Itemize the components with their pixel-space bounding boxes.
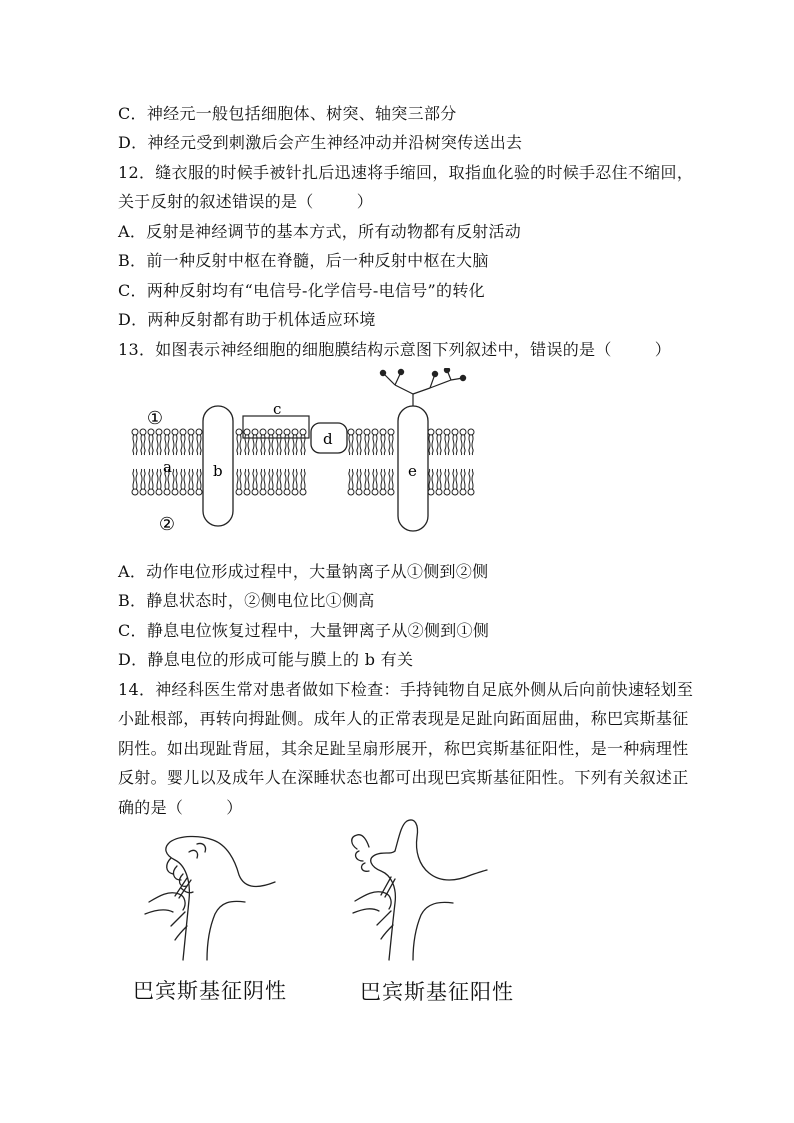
lipid-head: [140, 429, 146, 435]
lipid-tail: [429, 435, 433, 455]
lipid-tail: [389, 435, 393, 455]
lipid-head: [468, 429, 474, 435]
lipid-tail: [437, 435, 441, 455]
q12-option-a: A．反射是神经调节的基本方式，所有动物都有反射活动: [118, 222, 522, 241]
lipid-head: [372, 489, 378, 495]
q13-option-c: C．静息电位恢复过程中，大量钾离子从②侧到①侧: [118, 621, 490, 640]
lipid-tail: [293, 469, 297, 489]
q13-option-a: A．动作电位形成过程中，大量钠离子从①侧到②侧: [118, 562, 489, 581]
lipid-tail: [165, 435, 169, 455]
lipid-head: [268, 429, 274, 435]
lipid-head: [156, 489, 162, 495]
lipid-head: [188, 429, 194, 435]
lipid-head: [428, 489, 434, 495]
q12-option-b: B．前一种反射中枢在脊髓，后一种反射中枢在大脑: [118, 251, 489, 270]
caption-babinski-positive: 巴宾斯基征阳性: [360, 980, 514, 1004]
q11-option-d: D．神经元受到刺激后会产生神经冲动并沿树突传送出去: [118, 133, 523, 152]
lipid-tail: [149, 435, 153, 455]
lipid-head: [276, 489, 282, 495]
label-e: e: [408, 462, 417, 480]
q12-option-d: D．两种反射都有助于机体适应环境: [118, 310, 376, 329]
lipid-tail: [453, 469, 457, 489]
lipid-head: [292, 429, 298, 435]
lipid-head: [284, 429, 290, 435]
q14-line3: 阴性。如出现趾背屈，其余足趾呈扇形展开，称巴宾斯基征阳性，是一种病理性: [118, 739, 689, 758]
lipid-head: [260, 429, 266, 435]
lipid-tail: [269, 469, 273, 489]
label-c: c: [273, 400, 282, 418]
lipid-head: [452, 429, 458, 435]
lipid-tail: [461, 469, 465, 489]
lipid-tail: [429, 469, 433, 489]
lipid-tail: [445, 435, 449, 455]
lipid-tail: [181, 435, 185, 455]
lipid-tail: [253, 469, 257, 489]
lipid-tail: [349, 469, 353, 489]
lipid-head: [444, 489, 450, 495]
lipid-head: [436, 429, 442, 435]
lipid-tail: [189, 435, 193, 455]
lipid-tail: [141, 469, 145, 489]
lipid-tail: [365, 435, 369, 455]
lipid-head: [148, 489, 154, 495]
lipid-head: [356, 489, 362, 495]
lipid-head: [244, 489, 250, 495]
lipid-tail: [381, 435, 385, 455]
q13-option-b: B．静息状态时，②侧电位比①侧高: [118, 591, 375, 610]
lipid-head: [196, 489, 202, 495]
lipid-tail: [157, 469, 161, 489]
lipid-tail: [301, 469, 305, 489]
lipid-tail: [365, 469, 369, 489]
lipid-head: [380, 489, 386, 495]
label-d: d: [323, 430, 333, 448]
lipid-tail: [261, 469, 265, 489]
q14-line1: 14．神经科医生常对患者做如下检查：手持钝物自足底外侧从后向前快速轻划至: [118, 680, 694, 699]
lipid-head: [300, 489, 306, 495]
lipid-tail: [173, 435, 177, 455]
q13-stem: 13．如图表示神经细胞的细胞膜结构示意图下列叙述中，错误的是（ ）: [118, 340, 672, 359]
lipid-head: [172, 429, 178, 435]
lipid-tail: [237, 435, 241, 455]
lipid-head: [356, 429, 362, 435]
label-a: a: [163, 458, 172, 476]
lipid-head: [452, 489, 458, 495]
lipid-tail: [157, 435, 161, 455]
caption-babinski-negative: 巴宾斯基征阴性: [133, 979, 287, 1003]
glycan-chain: [380, 368, 465, 406]
lipid-head: [236, 429, 242, 435]
q12-stem-line2: 关于反射的叙述错误的是（ ）: [118, 192, 373, 211]
lipid-head: [284, 489, 290, 495]
lipid-head: [388, 429, 394, 435]
lipid-head: [348, 429, 354, 435]
lipid-tail: [469, 435, 473, 455]
side-1-label: ①: [146, 408, 164, 429]
q14-line5: 确的是（ ）: [118, 798, 243, 817]
q11-option-c: C．神经元一般包括细胞体、树突、轴突三部分: [118, 104, 457, 123]
lipid-tail: [237, 469, 241, 489]
lipid-tail: [373, 469, 377, 489]
lipid-head: [364, 429, 370, 435]
lipid-head: [196, 429, 202, 435]
lipid-tail: [349, 435, 353, 455]
lipid-tail: [197, 469, 201, 489]
lipid-head: [164, 429, 170, 435]
q12-stem-line1: 12．缝衣服的时候手被针扎后迅速将手缩回，取指血化验的时候手忍住不缩回，: [118, 163, 694, 182]
lipid-tail: [445, 469, 449, 489]
lipid-tail: [373, 435, 377, 455]
lipid-tail: [357, 435, 361, 455]
lipid-head: [252, 429, 258, 435]
lipid-tail: [189, 469, 193, 489]
lipid-head: [172, 489, 178, 495]
lipid-head: [292, 489, 298, 495]
lipid-head: [140, 489, 146, 495]
lipid-head: [260, 489, 266, 495]
lipid-tail: [285, 469, 289, 489]
lipid-head: [300, 429, 306, 435]
lipid-head: [236, 489, 242, 495]
lipid-tail: [469, 469, 473, 489]
lipid-head: [132, 489, 138, 495]
lipid-head: [372, 429, 378, 435]
lipid-head: [148, 429, 154, 435]
lipid-tail: [357, 469, 361, 489]
lipid-tail: [389, 469, 393, 489]
foot-positive-illustration: [345, 815, 495, 965]
lipid-tail: [197, 435, 201, 455]
lipid-head: [132, 429, 138, 435]
lipid-head: [444, 429, 450, 435]
lipid-tail: [133, 469, 137, 489]
lipid-head: [244, 429, 250, 435]
foot-negative-illustration: [135, 830, 285, 965]
lipid-head: [276, 429, 282, 435]
lipid-tail: [149, 469, 153, 489]
lipid-head: [468, 489, 474, 495]
q14-line2: 小趾根部，再转向拇趾侧。成年人的正常表现是足趾向跖面屈曲，称巴宾斯基征: [118, 709, 689, 728]
lipid-tail: [245, 469, 249, 489]
lipid-tail: [181, 469, 185, 489]
lipid-tail: [133, 435, 137, 455]
lipid-head: [268, 489, 274, 495]
lipid-tail: [461, 435, 465, 455]
side-2-label: ②: [158, 514, 176, 535]
lipid-head: [460, 429, 466, 435]
lipid-head: [348, 489, 354, 495]
lipid-tail: [381, 469, 385, 489]
q13-option-d: D．静息电位的形成可能与膜上的 b 有关: [118, 650, 414, 669]
lipid-head: [180, 489, 186, 495]
lipid-head: [164, 489, 170, 495]
q12-option-c: C．两种反射均有“电信号-化学信号-电信号”的转化: [118, 281, 485, 300]
q14-line4: 反射。婴儿以及成年人在深睡状态也都可出现巴宾斯基征阳性。下列有关叙述正: [118, 768, 689, 787]
lipid-head: [156, 429, 162, 435]
lipid-head: [436, 489, 442, 495]
lipid-head: [252, 489, 258, 495]
label-b: b: [213, 462, 223, 480]
lipid-head: [460, 489, 466, 495]
lipid-tail: [141, 435, 145, 455]
membrane-diagram: [125, 368, 485, 538]
lipid-tail: [277, 469, 281, 489]
lipid-head: [180, 429, 186, 435]
lipid-head: [364, 489, 370, 495]
lipid-tail: [437, 469, 441, 489]
lipid-tail: [453, 435, 457, 455]
lipid-head: [428, 429, 434, 435]
lipid-head: [388, 489, 394, 495]
lipid-tail: [173, 469, 177, 489]
lipid-head: [380, 429, 386, 435]
lipid-head: [188, 489, 194, 495]
